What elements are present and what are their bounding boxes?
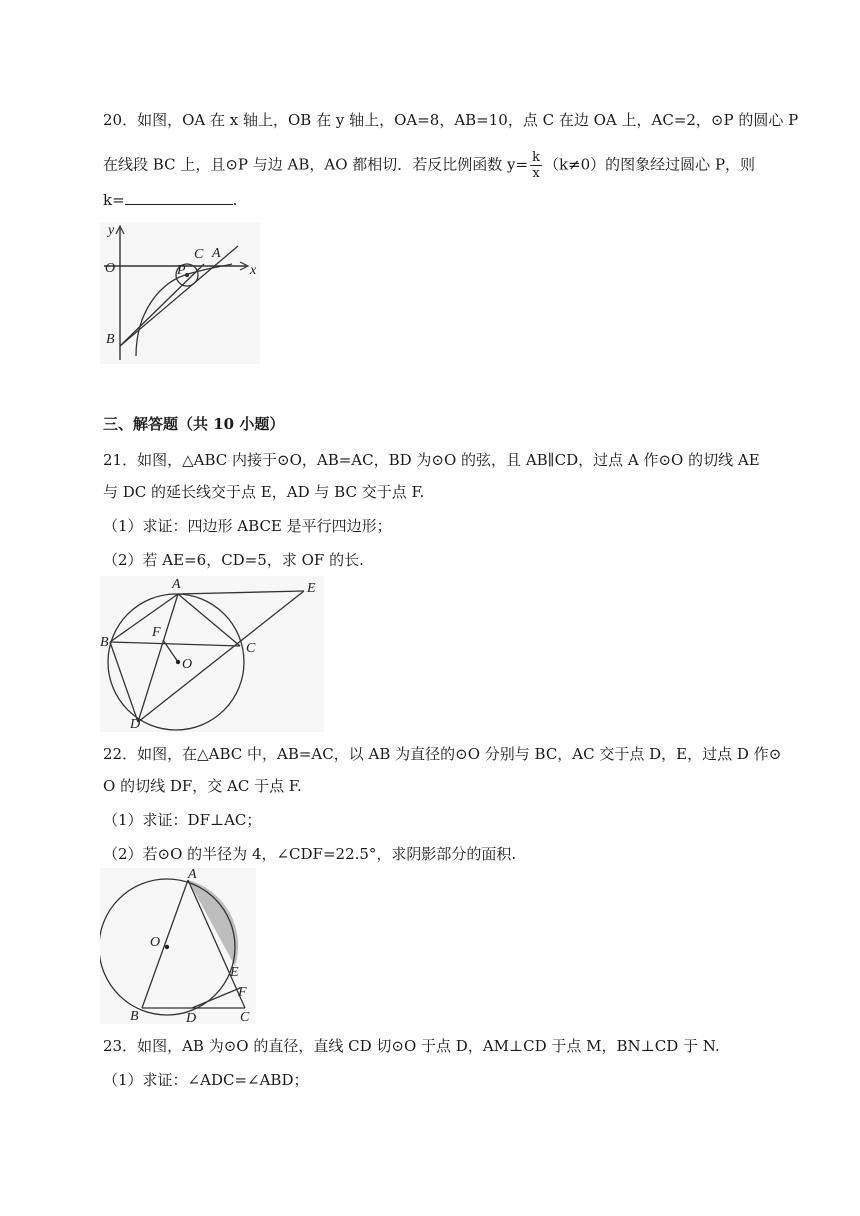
q22-part-1: （1）求证：DF⊥AC；: [103, 811, 262, 829]
q20-line-3: [103, 190, 237, 210]
q21-part-2: （2）若 AE=6，CD=5，求 OF 的长.: [103, 551, 364, 569]
q21-label-C: C: [246, 641, 256, 656]
q20-line-1: 20．如图，OA 在 x 轴上，OB 在 y 轴上，OA=8，AB=10，点 C 在边 OA 上，AC=2，⊙P 的圆心 P: [103, 111, 799, 129]
q22-line-1: 22．如图，在△ABC 中，AB=AC，以 AB 为直径的⊙O 分别与 BC，AC 交于点 D，E，过点 D 作⊙: [103, 745, 782, 763]
q21-label-B: B: [100, 635, 109, 650]
q21-line-1: 21．如图，△ABC 内接于⊙O，AB=AC，BD 为⊙O 的弦，且 AB∥CD，过点 A 作⊙O 的切线 AE: [103, 451, 760, 469]
q20-answer-blank: [125, 190, 233, 205]
q20-label-C: C: [194, 247, 204, 262]
q20-label-A: A: [212, 246, 221, 261]
q20-label-y: y: [108, 223, 115, 238]
q20-label-P: P: [177, 263, 186, 278]
q22-label-B: B: [130, 1009, 139, 1024]
q22-label-O: O: [150, 935, 161, 950]
q20-label-O: O: [105, 261, 116, 276]
q20-line-2-before: 在线段 BC 上，且⊙P 与边 AB，AO 都相切．若反比例函数 y=: [103, 155, 529, 174]
q22-part-2: （2）若⊙O 的半径为 4，∠CDF=22.5°，求阴影部分的面积.: [103, 845, 517, 863]
q21-label-F: F: [152, 625, 161, 640]
q23-part-1: （1）求证：∠ADC=∠ABD；: [103, 1071, 309, 1089]
q22-label-D: D: [186, 1011, 197, 1024]
q20-fraction-denominator: x: [532, 166, 540, 181]
q22-label-A: A: [188, 868, 197, 882]
q20-k-suffix: .: [232, 191, 238, 209]
q20-k-prefix: k=: [103, 191, 125, 209]
q22-label-E: E: [230, 965, 239, 980]
q22-label-F: F: [238, 985, 247, 1000]
q20-figure: [100, 222, 260, 364]
q23-line-1: 23．如图，AB 为⊙O 的直径，直线 CD 切⊙O 于点 D，AM⊥CD 于点 M，BN⊥CD 于 N.: [103, 1037, 720, 1055]
q20-line-2: [103, 150, 755, 181]
section-3-heading: 三、解答题（共 10 小题）: [103, 415, 285, 433]
q21-label-D: D: [130, 717, 141, 732]
q21-label-O: O: [182, 657, 193, 672]
q20-line-2-after: （k≠0）的图象经过圆心 P，则: [543, 155, 756, 174]
q20-fraction: [530, 150, 542, 181]
q20-fraction-numerator: k: [532, 150, 540, 165]
q22-line-2: O 的切线 DF，交 AC 于点 F.: [103, 777, 302, 795]
q21-label-E: E: [307, 581, 316, 596]
q22-label-C: C: [240, 1010, 250, 1024]
q21-line-2: 与 DC 的延长线交于点 E，AD 与 BC 交于点 F.: [103, 483, 425, 501]
q22-figure: [100, 868, 256, 1024]
q21-figure: [100, 576, 324, 732]
q21-part-1: （1）求证：四边形 ABCE 是平行四边形；: [103, 517, 392, 535]
q21-label-A: A: [172, 577, 181, 592]
q20-label-x: x: [250, 263, 257, 278]
q20-label-B: B: [106, 332, 115, 347]
